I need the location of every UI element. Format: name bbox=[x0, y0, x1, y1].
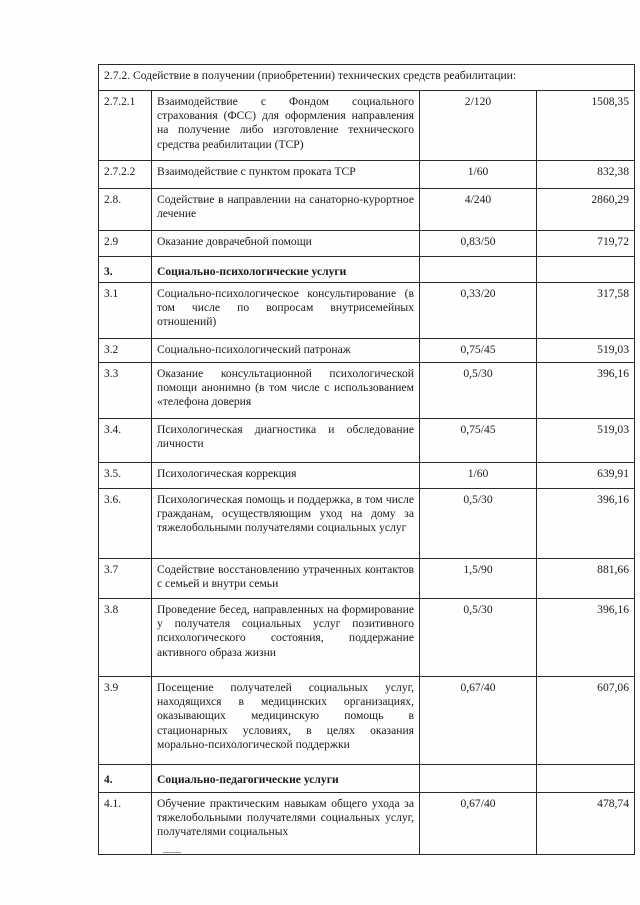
service-name: Психологическая диагностика и обследование личности bbox=[152, 419, 420, 463]
section-row bbox=[99, 765, 635, 793]
unit-time: 4/240 bbox=[420, 189, 537, 231]
service-price: 2860,29 bbox=[537, 189, 635, 231]
service-name: Содействие восстановлению утраченных контактов с семьей и внутри семьи bbox=[152, 559, 420, 599]
table-row bbox=[99, 793, 635, 855]
unit-time: 2/120 bbox=[420, 91, 537, 161]
table-row bbox=[99, 161, 635, 189]
unit-time: 0,5/30 bbox=[420, 489, 537, 559]
service-price: 1508,35 bbox=[537, 91, 635, 161]
services-table-body bbox=[99, 65, 635, 855]
unit-time: 1,5/90 bbox=[420, 559, 537, 599]
service-name: Проведение бесед, направленных на формирование у получателя социальных услуг позитивного психологического состояния, поддержание активного образа жизни bbox=[152, 599, 420, 677]
unit-time: 1/60 bbox=[420, 463, 537, 489]
service-price: 478,74 bbox=[537, 793, 635, 855]
subsection-heading: 2.7.2. Содействие в получении (приобретении) технических средств реабилитации: bbox=[99, 65, 635, 91]
services-table bbox=[98, 64, 635, 855]
table-row bbox=[99, 489, 635, 559]
service-price bbox=[537, 257, 635, 283]
row-number: 2.9 bbox=[99, 231, 152, 257]
table-row bbox=[99, 677, 635, 765]
service-price: 396,16 bbox=[537, 599, 635, 677]
service-name: Посещение получателей социальных услуг, находящихся в медицинских организациях, оказывающих медицинскую помощь в стационарных условиях, в целях оказания морально-психологической поддержки bbox=[152, 677, 420, 765]
row-number: 2.8. bbox=[99, 189, 152, 231]
service-name: Содействие в направлении на санаторно-курортное лечение bbox=[152, 189, 420, 231]
service-name: Обучение практическим навыкам общего ухода за тяжелобольными получателями социальных услуг, получателями социальных bbox=[152, 793, 420, 855]
service-price: 832,38 bbox=[537, 161, 635, 189]
unit-time: 0,5/30 bbox=[420, 363, 537, 419]
service-price: 396,16 bbox=[537, 363, 635, 419]
row-number: 2.7.2.2 bbox=[99, 161, 152, 189]
table-row bbox=[99, 463, 635, 489]
unit-time: 1/60 bbox=[420, 161, 537, 189]
unit-time: 0,33/20 bbox=[420, 283, 537, 339]
table-header-row bbox=[99, 65, 635, 91]
service-name: Оказание доврачебной помощи bbox=[152, 231, 420, 257]
service-price: 607,06 bbox=[537, 677, 635, 765]
service-name: Социально-педагогические услуги bbox=[152, 765, 420, 793]
footer-mark bbox=[163, 852, 181, 853]
table-row bbox=[99, 599, 635, 677]
row-number: 3.5. bbox=[99, 463, 152, 489]
service-name: Социально-психологический патронаж bbox=[152, 339, 420, 363]
table-row bbox=[99, 339, 635, 363]
unit-time: 0,5/30 bbox=[420, 599, 537, 677]
row-number: 3.7 bbox=[99, 559, 152, 599]
row-number: 3.1 bbox=[99, 283, 152, 339]
service-price: 881,66 bbox=[537, 559, 635, 599]
unit-time: 0,75/45 bbox=[420, 419, 537, 463]
unit-time bbox=[420, 765, 537, 793]
unit-time: 0,67/40 bbox=[420, 793, 537, 855]
service-name: Психологическая коррекция bbox=[152, 463, 420, 489]
service-price: 519,03 bbox=[537, 419, 635, 463]
unit-time: 0,75/45 bbox=[420, 339, 537, 363]
row-number: 4. bbox=[99, 765, 152, 793]
row-number: 4.1. bbox=[99, 793, 152, 855]
row-number: 3.6. bbox=[99, 489, 152, 559]
row-number: 3. bbox=[99, 257, 152, 283]
table-row bbox=[99, 189, 635, 231]
row-number: 3.4. bbox=[99, 419, 152, 463]
table-row bbox=[99, 559, 635, 599]
table-row bbox=[99, 363, 635, 419]
row-number: 3.9 bbox=[99, 677, 152, 765]
service-name: Психологическая помощь и поддержка, в том числе гражданам, осуществляющим уход на дому за тяжелобольными получателями социальных услуг bbox=[152, 489, 420, 559]
service-price: 396,16 bbox=[537, 489, 635, 559]
table-row bbox=[99, 283, 635, 339]
unit-time: 0,67/40 bbox=[420, 677, 537, 765]
service-name: Оказание консультационной психологической помощи анонимно (в том числе с использованием «телефона доверия bbox=[152, 363, 420, 419]
section-row bbox=[99, 257, 635, 283]
unit-time: 0,83/50 bbox=[420, 231, 537, 257]
service-price: 519,03 bbox=[537, 339, 635, 363]
service-price: 639,91 bbox=[537, 463, 635, 489]
service-name: Социально-психологическое консультирование (в том числе по вопросам внутрисемейных отношений) bbox=[152, 283, 420, 339]
service-name: Социально-психологические услуги bbox=[152, 257, 420, 283]
service-price: 719,72 bbox=[537, 231, 635, 257]
service-price: 317,58 bbox=[537, 283, 635, 339]
row-number: 3.2 bbox=[99, 339, 152, 363]
row-number: 3.8 bbox=[99, 599, 152, 677]
service-price bbox=[537, 765, 635, 793]
table-row bbox=[99, 91, 635, 161]
table-row bbox=[99, 419, 635, 463]
row-number: 3.3 bbox=[99, 363, 152, 419]
service-name: Взаимодействие с Фондом социального страхования (ФСС) для оформления направления на получение либо изготовление технического средства реабилитации (ТСР) bbox=[152, 91, 420, 161]
row-number: 2.7.2.1 bbox=[99, 91, 152, 161]
table-row bbox=[99, 231, 635, 257]
unit-time bbox=[420, 257, 537, 283]
service-name: Взаимодействие с пунктом проката ТСР bbox=[152, 161, 420, 189]
